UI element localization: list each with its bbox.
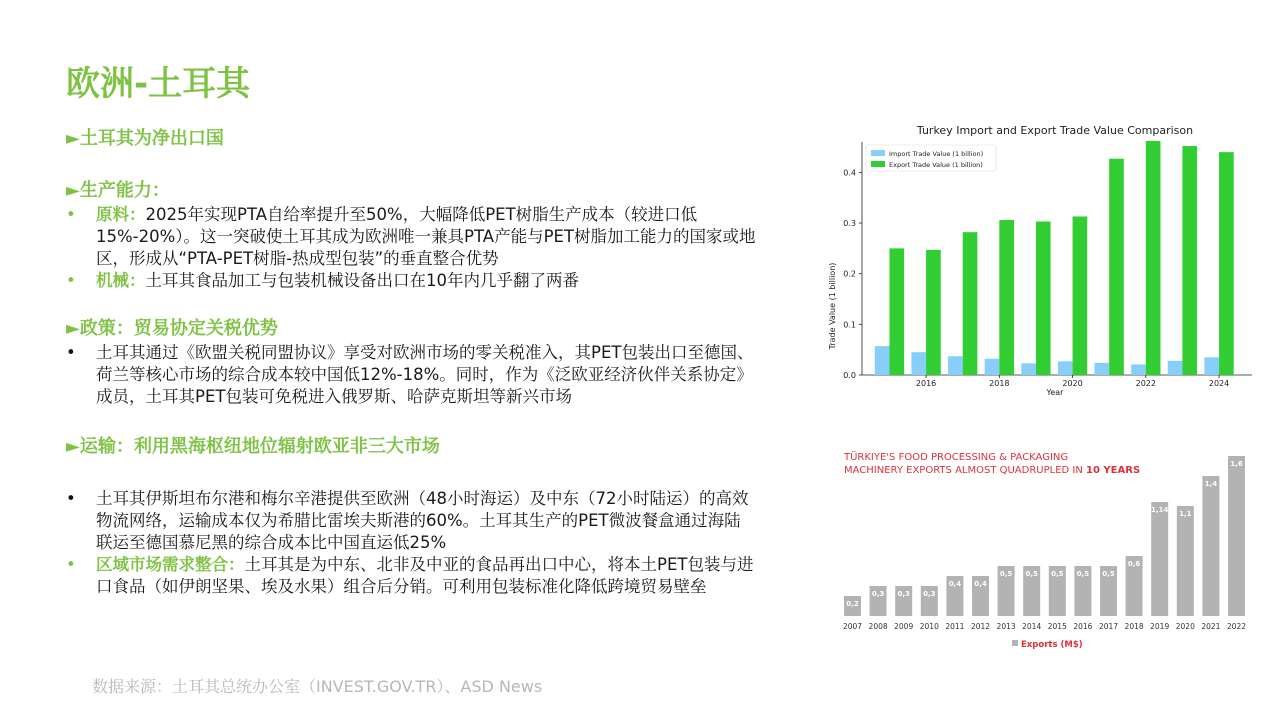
item-text: 土耳其伊斯坦布尔港和梅尔辛港提供至欧洲（48小时海运）及中东（72小时陆运）的高效物流网络，运输成本仅为希腊比雷埃夫斯港的60%。土耳其生产的PET微波餐盒通过海陆联运至德国慕尼黑的综合成本比中国直运低25% [96,489,749,552]
x-tick-label: 2010 [919,622,939,631]
x-tick-label: 2009 [894,622,914,631]
bullet-icon: • [66,205,76,224]
bullet-icon: • [66,271,76,290]
export-bar [1202,476,1219,616]
export-bar [1177,506,1194,616]
x-tick-label: 2020 [1062,379,1083,388]
y-tick-label: 0.4 [843,168,856,178]
bar-value-label: 1,6 [1230,460,1243,468]
chart-title-line2: MACHINERY EXPORTS ALMOST QUADRUPLED IN 10 YEARS [844,465,1141,476]
bar-value-label: 0,5 [1025,570,1038,578]
list-item-tariff [66,342,756,408]
y-tick-label: 0.0 [843,371,856,380]
legend-label: Export Trade Value (1 billion) [889,161,983,169]
item-label: 机械： [96,271,146,290]
bar-value-label: 1,1 [1179,510,1192,518]
section-heading-capacity: ►生产能力： [66,180,170,201]
page-title: 欧洲-土耳其 [66,64,251,104]
x-tick-label: 2018 [1124,622,1144,631]
export-bar [999,220,1014,375]
list-item-regional-demand [66,554,756,598]
export-bar [1151,502,1168,616]
export-bar [1182,146,1197,375]
export-bar [1146,141,1161,375]
x-tick-label: 2022 [1226,622,1247,631]
export-bar [1219,152,1234,375]
list-item-raw-material [66,204,756,270]
chart-title-line1: TÜRKIYE'S FOOD PROCESSING & PACKAGING [844,452,1069,463]
export-bar [1228,456,1245,616]
import-bar [911,352,926,375]
x-tick-label: 2024 [1208,379,1230,388]
bullet-icon: • [66,343,76,362]
item-label: 原料： [96,205,146,224]
x-tick-label: 2011 [945,622,965,631]
legend-swatch [871,150,885,156]
import-bar [1204,357,1219,375]
bar-value-label: 0,5 [1102,570,1115,578]
x-tick-label: 2016 [1073,622,1093,631]
item-text: 土耳其通过《欧盟关税同盟协议》享受对欧洲市场的零关税准入，其PET包装出口至德国、荷兰等核心市场的综合成本较中国低12%-18%。同时，作为《泛欧亚经济伙伴关系协定》成员，土耳其PET包装可免税进入俄罗斯、哈萨克斯坦等新兴市场 [96,343,754,406]
import-bar [1058,361,1073,375]
bar-value-label: 0,4 [948,580,962,588]
x-tick-label: 2007 [842,622,863,631]
source-note: 数据来源：土耳其总统办公室（INVEST.GOV.TR）、ASD News [92,677,543,696]
export-bar [963,232,978,375]
x-tick-label: 2019 [1150,622,1170,631]
x-tick-label: 2020 [1175,622,1195,631]
list-item-machinery [66,270,756,292]
item-text: 土耳其是为中东、北非及中亚的食品再出口中心，将本土PET包装与进口食品（如伊朗坚果、埃及水果）组合后分销。可利用包装标准化降低跨境贸易壁垒 [96,555,754,596]
bar-value-label: 0,5 [1051,570,1064,578]
bullet-icon: • [66,555,76,574]
import-bar [1021,363,1036,375]
import-bar [948,356,963,375]
y-tick-label: 0.1 [843,320,856,330]
y-tick-label: 0.3 [843,219,856,229]
x-tick-label: 2018 [989,379,1010,388]
bar-value-label: 0,5 [999,570,1013,578]
x-tick-label: 2017 [1098,622,1119,631]
import-bar [985,359,1000,375]
bar-value-label: 1,4 [1204,480,1218,488]
bar-value-label: 0,6 [1127,560,1141,568]
section-heading-transport: ►运输：利用黑海枢纽地位辐射欧亚非三大市场 [66,436,440,457]
export-bar [1036,222,1051,375]
x-axis-label: Year [1046,388,1064,397]
export-bar [889,248,904,375]
export-bar [926,250,941,375]
x-tick-label: 2013 [996,622,1016,631]
machinery-exports-chart [836,444,1256,656]
x-tick-label: 2016 [915,379,937,388]
bar-value-label: 0,2 [846,600,859,608]
section-heading-net-exporter: ►土耳其为净出口国 [66,128,224,149]
chart-title: Turkey Import and Export Trade Value Comparison [916,124,1194,137]
bar-value-label: 0,3 [871,590,885,598]
import-bar [875,346,890,375]
x-tick-label: 2015 [1047,622,1067,631]
x-tick-label: 2022 [1135,379,1156,388]
x-tick-label: 2021 [1201,622,1221,631]
item-text: 土耳其食品加工与包装机械设备出口在10年内几乎翻了两番 [145,271,579,290]
content-column [66,126,756,598]
bar-value-label: 1,14 [1151,506,1169,514]
bar-value-label: 0,4 [974,580,987,588]
x-tick-label: 2008 [868,622,888,631]
import-bar [1168,361,1183,375]
bar-value-label: 0,3 [897,590,910,598]
import-bar [1131,364,1146,375]
legend-swatch [871,161,885,167]
item-label: 区域市场需求整合： [96,555,245,574]
y-tick-label: 0.2 [843,269,856,279]
x-tick-label: 2012 [970,622,991,631]
legend-swatch [1012,640,1018,646]
trade-comparison-chart [816,118,1260,404]
bullet-icon: • [66,489,76,508]
legend-label: Exports (M$) [1021,640,1083,650]
section-heading-policy: ►政策：贸易协定关税优势 [66,318,278,339]
legend-label: Import Trade Value (1 billion) [889,150,984,158]
y-axis-label: Trade Value (1 billion) [828,262,837,350]
import-bar [1095,363,1110,375]
x-tick-label: 2014 [1022,622,1042,631]
list-item-logistics [66,488,756,554]
export-bar [1073,216,1088,375]
bar-value-label: 0,5 [1076,570,1090,578]
item-text: 2025年实现PTA自给率提升至50%，大幅降低PET树脂生产成本（较进口低15%-20%）。这一突破使土耳其成为欧洲唯一兼具PTA产能与PET树脂加工能力的国家或地区，形成从“PTA-PET树脂-热成型包装”的垂直整合优势 [96,205,756,268]
export-bar [1109,159,1124,375]
bar-value-label: 0,3 [923,590,936,598]
